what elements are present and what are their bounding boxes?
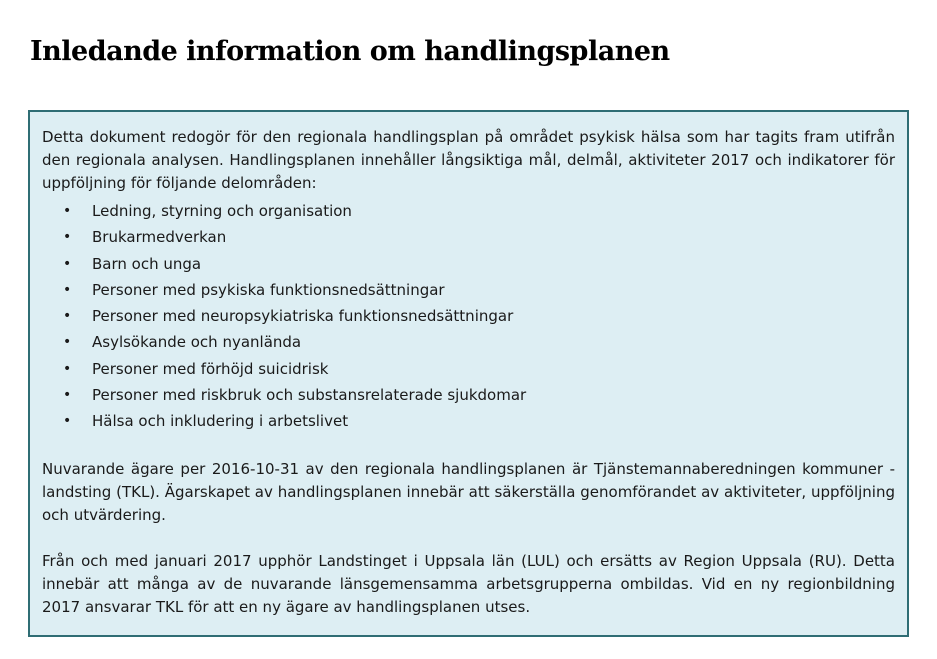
list-item xyxy=(42,329,895,355)
list-item xyxy=(42,303,895,329)
bullet-icon: • xyxy=(63,308,72,325)
list-item-label: Personer med neuropsykiatriska funktionsnedsättningar xyxy=(92,307,514,326)
list-item xyxy=(42,251,895,277)
list-item-label: Hälsa och inkludering i arbetslivet xyxy=(92,412,349,431)
bullet-icon: • xyxy=(63,413,72,430)
ownership-paragraph: Nuvarande ägare per 2016-10-31 av den regionala handlingsplanen är Tjänstemannaberedningen kommuner - landsting (TKL). Ägarskapet av handlingsplanen innebär att säkerställa genomförandet av aktiviteter, uppföljning och utvärdering. xyxy=(42,459,895,524)
list-item xyxy=(42,356,895,382)
list-item-label: Asylsökande och nyanlända xyxy=(92,333,302,352)
subject-area-list xyxy=(42,198,895,435)
list-item xyxy=(42,277,895,303)
list-item xyxy=(42,408,895,434)
list-item-label: Barn och unga xyxy=(92,254,202,273)
info-box xyxy=(28,110,909,637)
bullet-icon: • xyxy=(63,281,72,298)
list-item-label: Personer med riskbruk och substansrelaterade sjukdomar xyxy=(92,386,527,405)
list-item xyxy=(42,382,895,408)
bullet-icon: • xyxy=(63,203,72,219)
page-title: Inledande information om handlingsplanen xyxy=(30,36,670,67)
list-item-label: Personer med förhöjd suicidrisk xyxy=(92,359,329,378)
list-item xyxy=(42,224,895,250)
change-paragraph: Från och med januari 2017 upphör Landstinget i Uppsala län (LUL) och ersätts av Region Uppsala (RU). Detta innebär att många av de nuvarande länsgemensamma arbetsgrupperna ombildas. Vid en ny regionbildning 2017 ansvarar TKL för att en ny ägare av handlingsplanen utses. xyxy=(42,551,895,616)
bullet-icon: • xyxy=(63,229,72,246)
bullet-icon: • xyxy=(63,387,72,404)
bullet-icon: • xyxy=(63,334,72,351)
bullet-icon: • xyxy=(63,255,72,272)
intro-paragraph: Detta dokument redogör för den regionala handlingsplan på området psykisk hälsa som har tagits fram utifrån den regionala analysen. Handlingsplanen innehåller långsiktiga mål, delmål, aktiviteter 2017 och indikatorer för uppföljning för följande delområden: xyxy=(42,128,895,192)
list-item-label: Brukarmedverkan xyxy=(92,228,227,247)
bullet-icon: • xyxy=(63,360,72,377)
list-item-label: Personer med psykiska funktionsnedsättningar xyxy=(92,280,445,299)
list-item-label: Ledning, styrning och organisation xyxy=(92,202,352,220)
list-item xyxy=(42,198,895,224)
